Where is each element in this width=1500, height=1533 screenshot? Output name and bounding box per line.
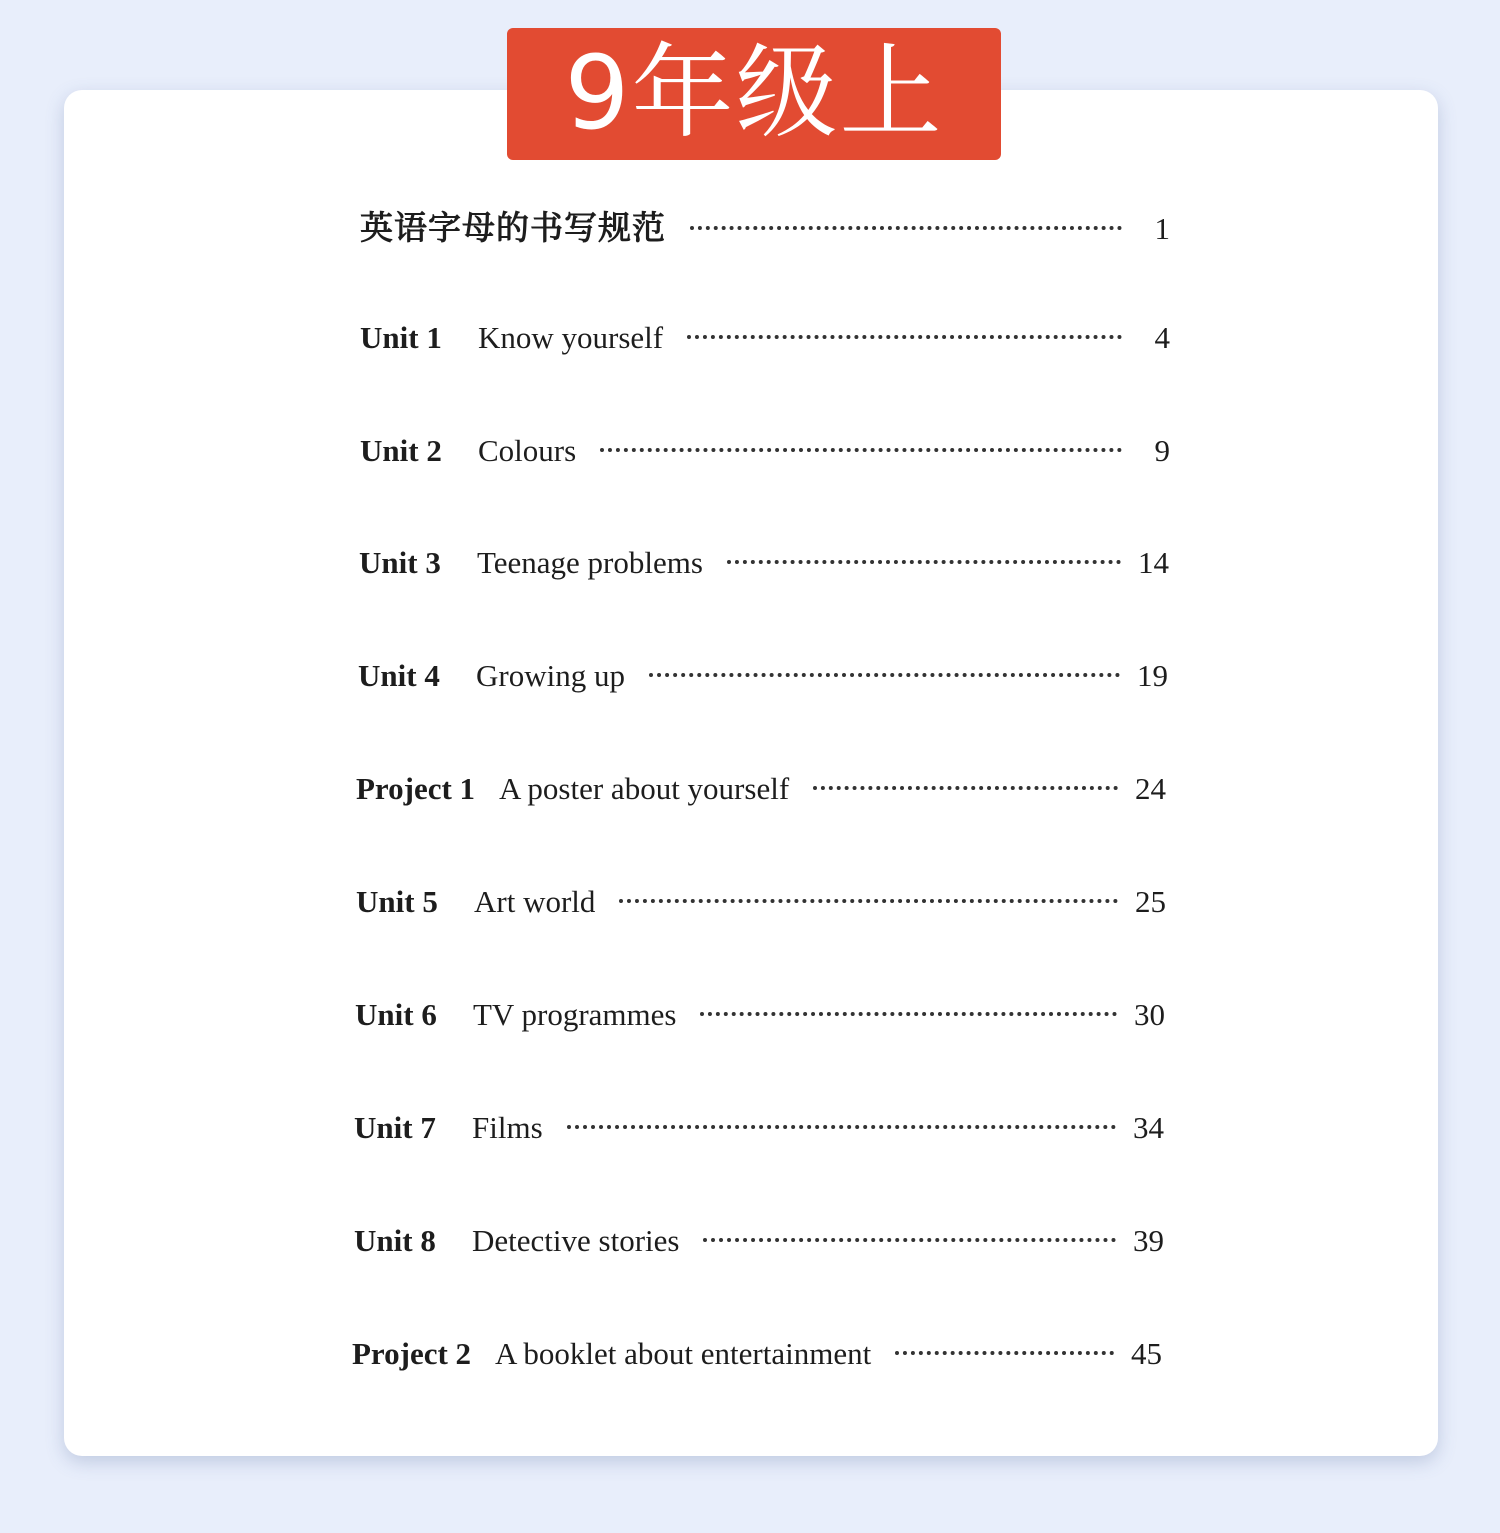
toc-entry-label: Unit 1: [360, 320, 442, 355]
toc-entry-intro[interactable]: [360, 202, 1170, 249]
toc-entry-unit-8[interactable]: [354, 1223, 1164, 1259]
toc-entry-unit-1[interactable]: [360, 320, 1170, 356]
toc-entry-label: Project 2: [352, 1336, 472, 1371]
toc-entry-page: 14: [1138, 545, 1169, 580]
toc-entry-label: Unit 2: [360, 433, 442, 468]
dot-leader: [600, 448, 1122, 452]
toc-entry-label: Project 1: [356, 771, 476, 806]
toc-entry-title: Colours: [478, 433, 577, 468]
toc-entry-title: A booklet about entertainment: [495, 1336, 872, 1371]
toc-entry-unit-5[interactable]: [356, 884, 1166, 920]
grade-banner: 9年级上: [507, 28, 1001, 160]
toc-entry-unit-4[interactable]: [358, 658, 1168, 694]
toc-entry-unit-3[interactable]: [359, 545, 1169, 581]
toc-entry-unit-7[interactable]: [354, 1110, 1164, 1146]
toc-entry-page: 39: [1133, 1223, 1164, 1258]
dot-leader: [567, 1125, 1116, 1129]
toc-entry-label: Unit 7: [354, 1110, 436, 1145]
dot-leader: [687, 335, 1122, 339]
toc-entry-title: Teenage problems: [477, 545, 703, 580]
dot-leader: [700, 1012, 1117, 1016]
toc-entry-label: Unit 6: [355, 997, 437, 1032]
toc-entry-label: Unit 4: [358, 658, 440, 693]
toc-entry-unit-2[interactable]: [360, 433, 1170, 469]
toc-entry-page: 24: [1135, 771, 1166, 806]
toc-entry-title: Growing up: [476, 658, 625, 693]
toc-entry-label: Unit 5: [356, 884, 438, 919]
toc-entry-page: 45: [1131, 1336, 1162, 1371]
toc-entry-title: A poster about yourself: [499, 771, 790, 806]
toc-entry-title: Detective stories: [472, 1223, 680, 1258]
dot-leader: [649, 673, 1120, 677]
toc-entry-title: 英语字母的书写规范: [360, 208, 666, 247]
toc-entry-page: 25: [1135, 884, 1166, 919]
dot-leader: [895, 1351, 1114, 1355]
dot-leader: [690, 226, 1122, 230]
toc-entry-project-2[interactable]: [352, 1336, 1162, 1372]
dot-leader: [619, 899, 1118, 903]
toc-entry-page: 34: [1133, 1110, 1164, 1145]
toc-entry-page: 1: [1154, 211, 1170, 246]
toc-entry-label: Unit 3: [359, 545, 441, 580]
dot-leader: [813, 786, 1118, 790]
toc-entry-title: Films: [472, 1110, 543, 1145]
toc-entry-unit-6[interactable]: [355, 997, 1165, 1033]
toc-entry-page: 30: [1134, 997, 1165, 1032]
toc-entry-project-1[interactable]: [356, 771, 1166, 807]
toc-entry-page: 4: [1154, 320, 1170, 355]
toc-entry-title: Art world: [474, 884, 596, 919]
toc-entry-page: 9: [1154, 433, 1170, 468]
toc-entry-title: Know yourself: [478, 320, 664, 355]
toc-entry-page: 19: [1137, 658, 1168, 693]
contents-card: [64, 90, 1438, 1456]
toc-entry-label: Unit 8: [354, 1223, 436, 1258]
dot-leader: [727, 560, 1121, 564]
toc-entry-title: TV programmes: [473, 997, 677, 1032]
table-of-contents: [64, 90, 1438, 1456]
dot-leader: [703, 1238, 1116, 1242]
